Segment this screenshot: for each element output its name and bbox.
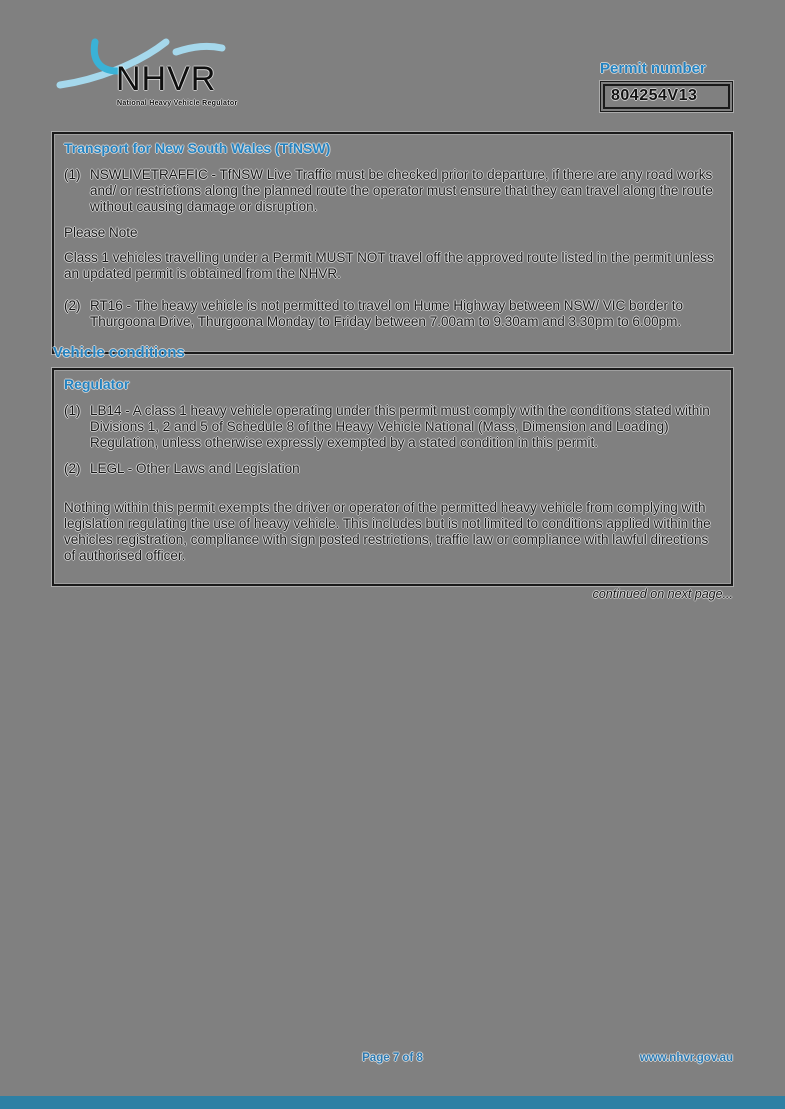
tfnsw-conditions-box	[52, 132, 733, 354]
vehicle-conditions-heading: Vehicle conditions	[53, 344, 185, 361]
regulator-subheading: Regulator	[64, 376, 130, 392]
condition-text: LB14 - A class 1 heavy vehicle operating under this permit must comply with the conditions stated within Divisions 1, 2 and 5 of Schedule 8 of the Heavy Vehicle National (Mass, Dimension and Loading) Regulation, unless otherwise expressly exempted by a stated condition in this permit.	[90, 402, 710, 451]
condition-text: NSWLIVETRAFFIC - TfNSW Live Traffic must be checked prior to departure, if there are any road works and/ or restrictions along the planned route the operator must ensure that they can travel along the route without causing damage or disruption.	[90, 166, 713, 215]
condition-item-legl	[64, 461, 721, 477]
footer-website-link[interactable]: www.nhvr.gov.au	[639, 1052, 733, 1064]
footer-bar	[0, 1096, 785, 1109]
please-note-label: Please Note	[64, 225, 138, 241]
permit-number-block	[600, 60, 733, 112]
nhvr-logo	[56, 36, 238, 120]
condition-text: LEGL - Other Laws and Legislation	[90, 461, 300, 477]
permit-number-label: Permit number	[600, 60, 706, 77]
condition-number: (2)	[64, 297, 81, 313]
footer-page-number: Page 7 of 8	[362, 1052, 423, 1064]
permit-number-box-inner	[603, 84, 730, 109]
permit-number-value: 804254V13	[611, 87, 698, 104]
condition-item-rt16	[64, 298, 721, 330]
permit-number-box	[600, 81, 733, 112]
condition-number: (1)	[64, 402, 81, 418]
condition-item-nswlivetraffic	[64, 167, 721, 216]
condition-number: (1)	[64, 166, 81, 182]
continued-note: continued on next page...	[592, 587, 733, 601]
please-note-text: Class 1 vehicles travelling under a Permit MUST NOT travel off the approved route listed in the permit unless an updated permit is obtained from the NHVR.	[64, 249, 714, 281]
condition-item-lb14	[64, 403, 721, 452]
regulator-conditions-box	[52, 368, 733, 586]
condition-text: RT16 - The heavy vehicle is not permitted to travel on Hume Highway between NSW/ VIC border to Thurgoona Drive, Thurgoona Monday to Friday between 7.00am to 9.30am and 3.30pm to 6.00pm.	[90, 297, 684, 330]
nhvr-logo-tagline: National Heavy Vehicle Regulator	[117, 100, 238, 107]
legislation-disclaimer-text: Nothing within this permit exempts the driver or operator of the permitted heavy vehicle from complying with legislation regulating the use of heavy vehicle. This includes but is not limited to conditions applied within the vehicles registration, compliance with sign posted restrictions, traffic law or compliance with lawful directions of authorised officer.	[64, 499, 711, 564]
condition-number: (2)	[64, 461, 81, 477]
tfnsw-section-title: Transport for New South Wales (TfNSW)	[64, 140, 331, 156]
nhvr-logo-wordmark: NHVR	[116, 60, 217, 98]
